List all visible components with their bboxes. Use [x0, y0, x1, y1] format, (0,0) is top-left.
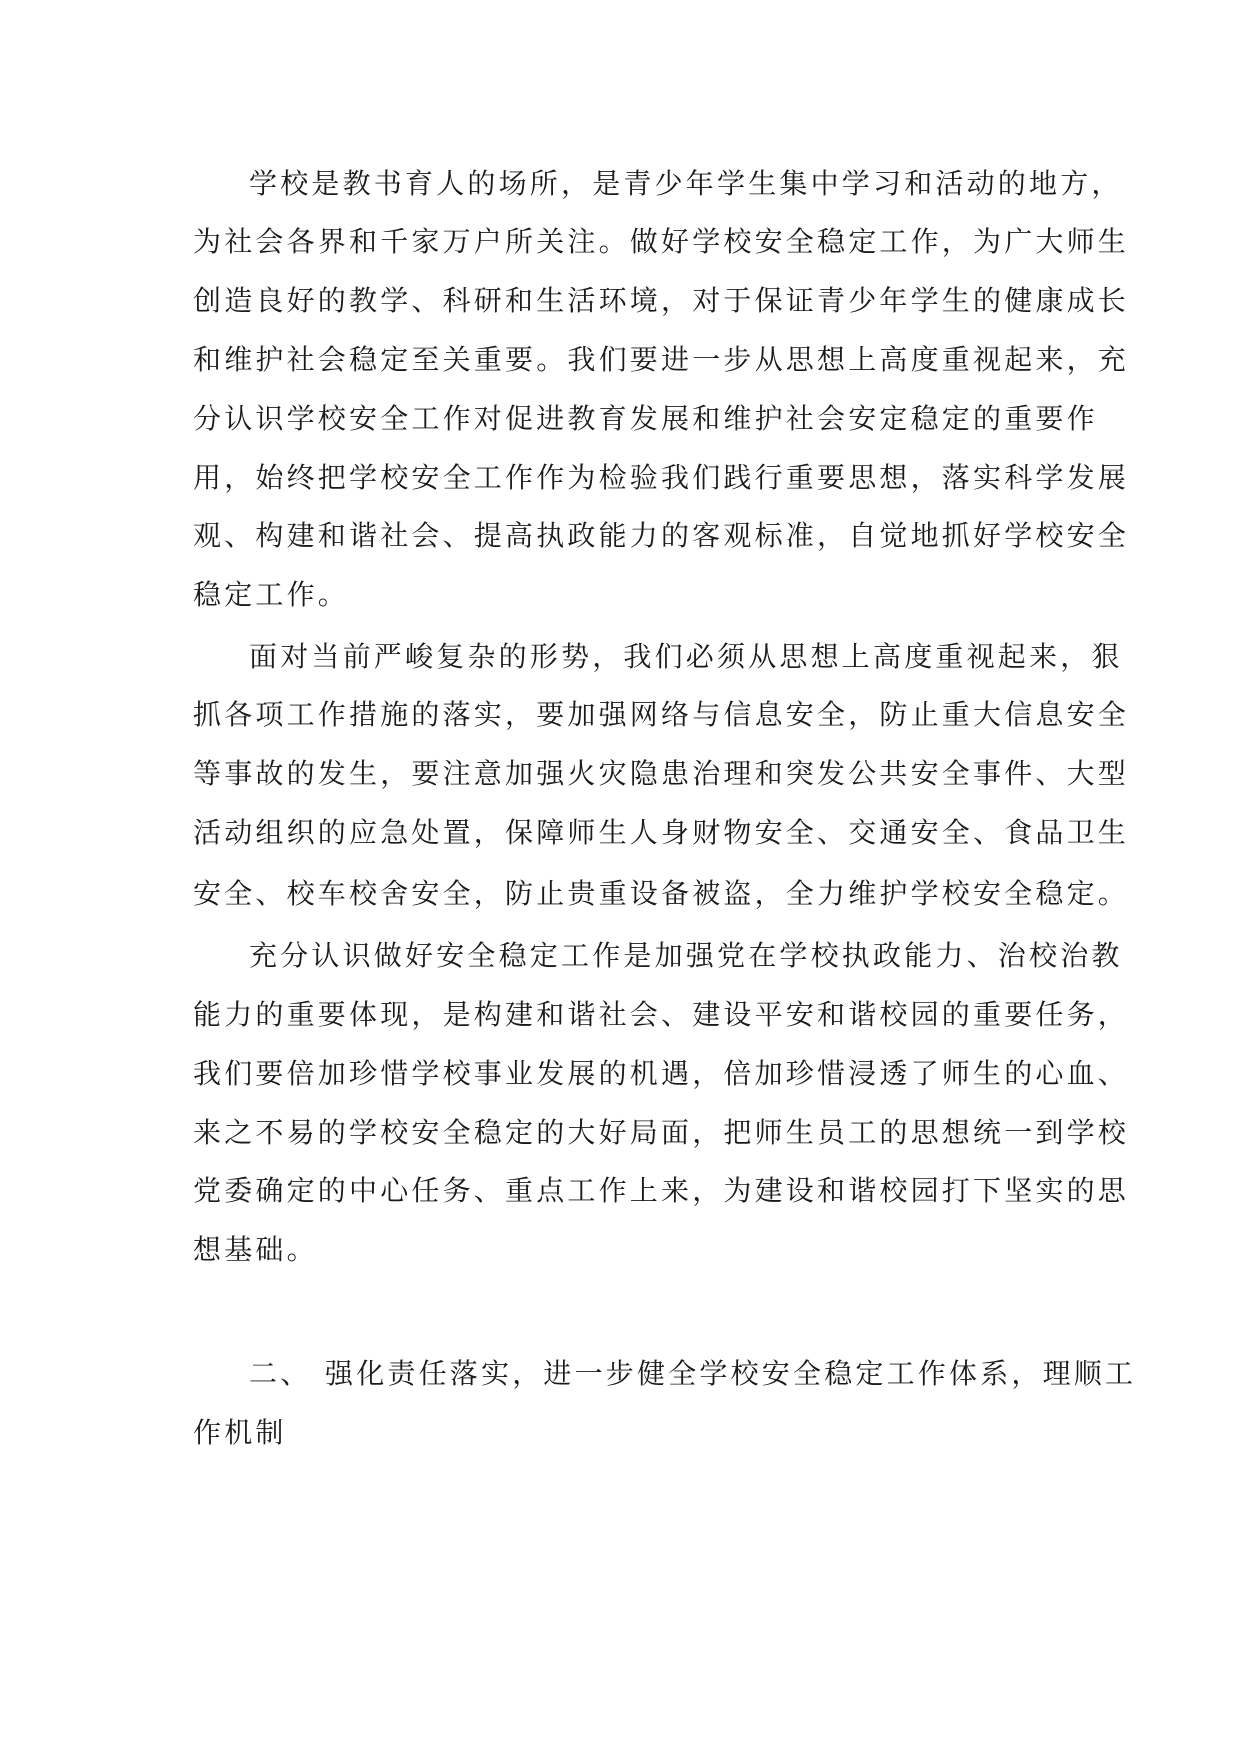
text-line: 能力的重要体现，是构建和谐社会、建设平安和谐校园的重要任务，	[193, 998, 1130, 1031]
heading-line	[249, 1354, 1137, 1394]
heading-line: 作机制	[193, 1416, 287, 1449]
text-line: 想基础。	[193, 1233, 318, 1266]
text-line: 充分认识做好安全稳定工作是加强党在学校执政能力、治校治教	[249, 939, 1123, 972]
text-line: 我们要倍加珍惜学校事业发展的机遇，倍加珍惜浸透了师生的心血、	[193, 1057, 1130, 1090]
text-line: 党委确定的中心任务、重点工作上来，为建设和谐校园打下坚实的思	[193, 1174, 1130, 1207]
heading-number: 二、	[249, 1357, 312, 1390]
text-line: 稳定工作。	[193, 578, 350, 611]
text-line: 为社会各界和千家万户所关注。做好学校安全稳定工作，为广大师生	[193, 225, 1130, 258]
text-line: 分认识学校安全工作对促进教育发展和维护社会安定稳定的重要作	[193, 402, 1098, 435]
text-line: 安全、校车校舍安全，防止贵重设备被盗，全力维护学校安全稳定。	[193, 877, 1130, 910]
text-line: 创造良好的教学、科研和生活环境，对于保证青少年学生的健康成长	[193, 284, 1130, 317]
text-line: 抓各项工作措施的落实，要加强网络与信息安全，防止重大信息安全	[193, 698, 1130, 731]
text-line: 活动组织的应急处置，保障师生人身财物安全、交通安全、食品卫生	[193, 816, 1130, 849]
text-line: 面对当前严峻复杂的形势，我们必须从思想上高度重视起来，狠	[249, 640, 1123, 673]
text-line: 用，始终把学校安全工作作为检验我们践行重要思想，落实科学发展	[193, 461, 1130, 494]
text-line: 等事故的发生，要注意加强火灾隐患治理和突发公共安全事件、大型	[193, 757, 1130, 790]
text-line: 来之不易的学校安全稳定的大好局面，把师生员工的思想统一到学校	[193, 1116, 1130, 1149]
text-line: 学校是教书育人的场所，是青少年学生集中学习和活动的地方，	[249, 167, 1123, 200]
heading-text: 强化责任落实，进一步健全学校安全稳定工作体系，理顺工	[325, 1357, 1137, 1390]
text-line: 观、构建和谐社会、提高执政能力的客观标准，自觉地抓好学校安全	[193, 519, 1130, 552]
text-line: 和维护社会稳定至关重要。我们要进一步从思想上高度重视起来，充	[193, 343, 1130, 376]
